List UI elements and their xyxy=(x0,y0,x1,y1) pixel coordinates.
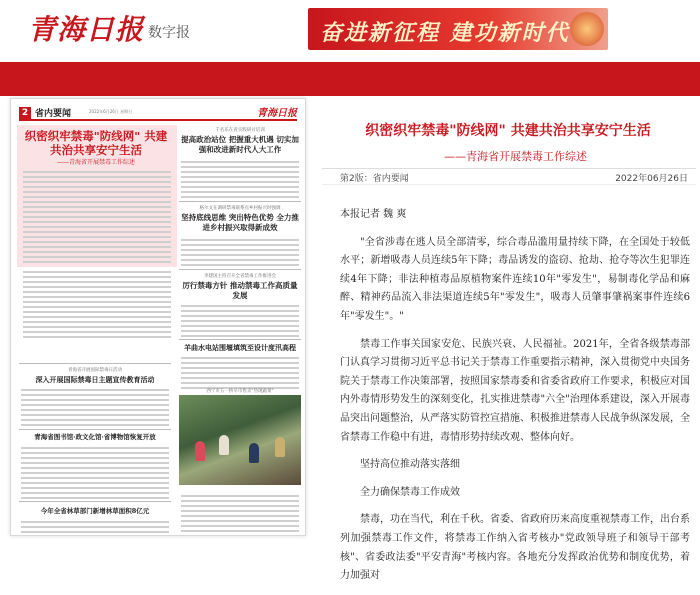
site-logo[interactable]: 青海日报 xyxy=(28,13,145,46)
divider xyxy=(179,201,301,202)
divider xyxy=(19,501,171,502)
thumbnail-date: 2022年6月26日 星期日 xyxy=(89,109,133,114)
photo-caption: 西宁市五一桥早市售卖"热现蔬菜" xyxy=(206,389,274,394)
thumbnail-lead-title[interactable]: 织密织牢禁毒"防线网" 共建共治共享安宁生活 xyxy=(24,129,168,157)
story-kicker: 青海省开展国际禁毒日活动 xyxy=(68,368,122,373)
promo-banner xyxy=(308,8,608,50)
article-paragraph: 禁毒工作事关国家安危、民族兴衰、人民福祉。2021年，全省各级禁毒部门认真学习贯彻习近平总书记关于禁毒工作重要指示精神，深入贯彻党中央国务院关于禁毒工作决策部署，按照国家禁毒委和省委省政府工作要求，积极应对国内外毒情形势发生的深刻变化，扎实推进禁毒"六全"治理体系建设，深入开展毒品突出问题整治，从严落实防管控宣措施、积极推进禁毒人民战争纵深发展，全省禁毒工作稳中有进，毒情形势持续改观、整体向好。 xyxy=(340,338,690,443)
thumbnail-lead-subtitle: ——青海省开展禁毒工作综述 xyxy=(56,159,135,166)
article-panel xyxy=(316,98,700,582)
article-paragraph: "全省涉毒在逃人员全部清零，综合毒品滥用量持续下降，在全国处于较低水平；新增吸毒人员连续5年下降；毒品诱发的盗窃、抢劫、抢夺等次生犯罪连续4年下降；非法种植毒品原植物案件连续10年"零发生"，易制毒化学品和麻醉、精神药品流入非法渠道连续5年"零发生"，吸毒人员肇事肇祸案事件连续6年"零发生"。" xyxy=(340,236,690,322)
site-logo-subtitle: 数字报 xyxy=(148,25,190,41)
article-byline: 本报记者 魏 爽 xyxy=(340,209,407,220)
article-paragraph: 禁毒，功在当代，利在千秋。省委、省政府历来高度重视禁毒工作，出台系列加强禁毒工作文件，将禁毒工作纳入省考核办"党政领导班子和领导干部考核"、省委政法委"平安青海"考核内容。各地充分发挥政治优势和制度优势，着力加强对 xyxy=(340,514,690,582)
nav-bar xyxy=(0,62,700,96)
story-title[interactable]: 提高政治站位 把握重大机遇 切实加强和改进新时代人大工作 xyxy=(181,135,299,154)
story-text-block xyxy=(181,239,299,269)
story-title[interactable]: 青海省图书馆·政文化馆·省博物馆恢复开放 xyxy=(34,433,156,441)
story-title[interactable]: 羊曲水电站围堰填筑至设计度汛高程 xyxy=(184,343,296,352)
divider xyxy=(19,429,171,430)
divider xyxy=(322,168,696,169)
article-date: 2022年06月26日 xyxy=(615,174,688,184)
story-text-block xyxy=(21,521,169,536)
thumbnail-header xyxy=(19,107,297,121)
story-text-block xyxy=(181,357,299,392)
story-title[interactable]: 坚持底线思维 突出特色优势 全力推进乡村振兴取得新成效 xyxy=(181,213,299,232)
banner-emblem-icon xyxy=(570,12,604,46)
story-title[interactable]: 厉行禁毒方针 推动禁毒工作高质量发展 xyxy=(182,281,298,300)
story-kicker: 千名乐在青实践研讨培训 xyxy=(215,128,265,133)
article-heading: 坚持高位推动落实落细 xyxy=(360,459,460,471)
page-thumbnail[interactable] xyxy=(10,98,306,536)
article-subtitle: ——青海省开展禁毒工作综述 xyxy=(444,150,587,163)
divider xyxy=(322,184,696,185)
page-number-badge: 2 xyxy=(19,107,31,119)
story-text-block xyxy=(181,495,299,535)
story-kicker: 李建国主持召开全省禁毒工作推进会 xyxy=(204,274,276,279)
lead-text-block-2 xyxy=(23,271,171,341)
article-section[interactable]: 第2版：省内要闻 xyxy=(340,174,409,184)
story-text-block xyxy=(21,447,169,502)
story-text-block xyxy=(181,305,299,340)
divider xyxy=(179,339,301,340)
article-title: 织密织牢禁毒"防线网" 共建共治共享安宁生活 xyxy=(365,123,651,139)
article-body xyxy=(340,206,690,595)
banner-slogan: 奋进新征程 建功新时代 xyxy=(320,20,570,46)
story-title[interactable]: 今年全省林草部门新增林草面积8亿元 xyxy=(40,507,150,515)
article-heading: 全力确保禁毒工作成效 xyxy=(360,486,460,498)
divider xyxy=(19,363,171,364)
thumbnail-logo: 青海日报 xyxy=(257,108,297,119)
story-text-block xyxy=(21,389,169,429)
story-kicker: 格尔文在调研禁毒联系点乡村振兴时强调 xyxy=(199,206,281,211)
thumbnail-section-title: 省内要闻 xyxy=(35,109,72,119)
divider xyxy=(179,269,301,270)
story-text-block xyxy=(181,161,299,201)
story-title[interactable]: 深入开展国际禁毒日主题宣传教育活动 xyxy=(35,375,155,384)
news-photo[interactable] xyxy=(179,395,301,485)
lead-text-block xyxy=(23,171,171,266)
